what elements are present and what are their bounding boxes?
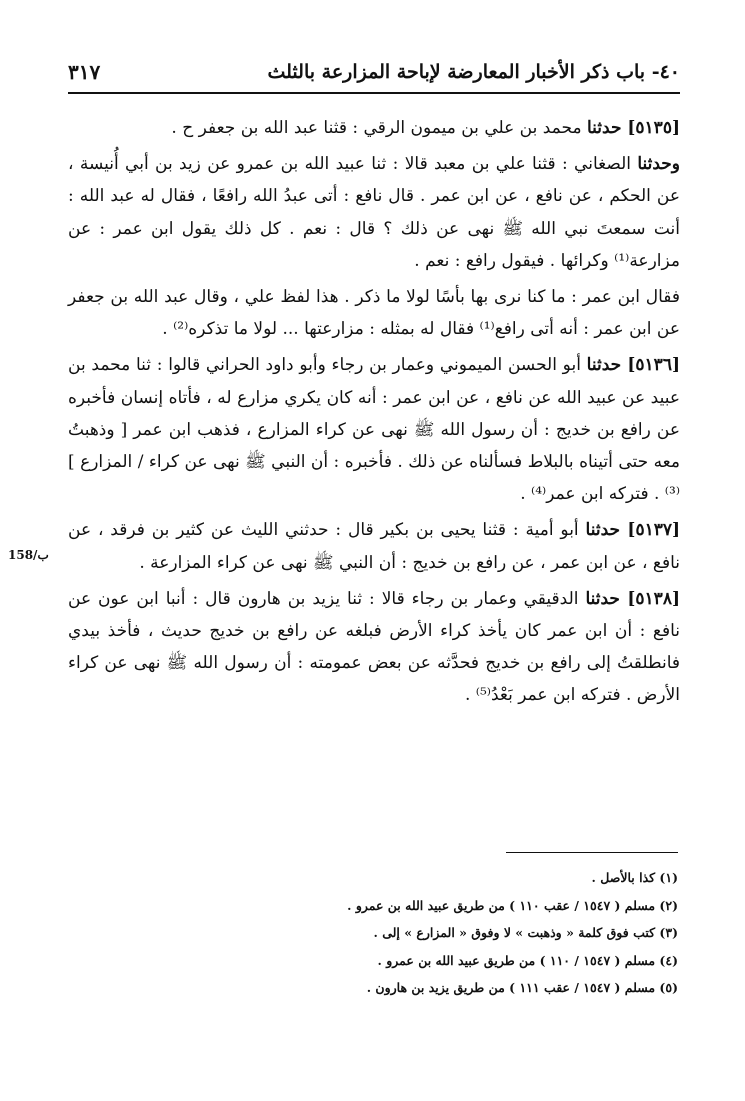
paragraph-text: الصغاني : قثنا علي بن معبد قالا : ثنا عبيد الله بن عمرو عن زيد بن أبي أُنيسة ، عن الحكم ، عن نافع ، عن ابن عمر . قال نافع : أتى عبدُ الله رافعًا ، فقال له عبد الله : أنت سمعتَ نبي الله ﷺ نهى عن ذلك ؟ قال : نعم . كل ذلك يقول ابن عمر : عن مزارعة⁽¹⁾ وكرائها . فيقول رافع : نعم . — [68, 154, 680, 271]
hadith-lead: [٥١٣٦] حدثنا — [586, 355, 680, 376]
running-header — [68, 52, 680, 94]
hadith-lead: [٥١٣٥] حدثنا — [586, 118, 680, 138]
paragraph-text: أبو أمية : قثنا يحيى بن بكير قال : حدثني الليث عن كثير بن فرقد ، عن نافع ، عن ابن عمر ، عن رافع بن خديج : أن النبي ﷺ نهى عن كراء المزارعة . — [68, 520, 680, 573]
hadith-lead: وحدثنا — [637, 154, 680, 175]
hadith-lead: [٥١٣٨] حدثنا — [585, 588, 680, 609]
footnote: (٥) مسلم ( ١٥٤٧ / عقب ١١١ ) من طريق يزيد بن هارون . — [366, 980, 678, 995]
hadith-lead: [٥١٣٧] حدثنا — [585, 520, 681, 541]
footnote: (١) كذا بالأصل . — [591, 870, 678, 885]
paragraph-5135-c — [68, 281, 680, 345]
footnote: (٤) مسلم ( ١٥٤٧ / ١١٠ ) من طريق عبيد الله بن عمرو . — [377, 952, 678, 968]
paragraph-5138 — [68, 583, 680, 712]
chapter-title: ٤٠- باب ذكر الأخبار المعارضة لإباحة المزارعة بالثلث — [267, 61, 680, 83]
paragraph-5135-b — [68, 148, 680, 277]
page-number: ٣١٧ — [68, 60, 101, 84]
footnote: (٣) كتب فوق كلمة « وذهبت » لا وفوق « المزارع » إلى . — [373, 925, 678, 940]
paragraph-text: أبو الحسن الميموني وعمار بن رجاء وأبو داود الحراني قالوا : ثنا محمد بن عبيد عن عبيد الله عن نافع ، عن ابن عمر : أنه كان يكري مزارع له ، فأتاه إنسان فأخبره عن رافع بن خديج : أن رسول الله ﷺ نهى عن كراء المزارع ، فذهب ابن عمر [ وذهبتُ معه حتى أتيناه بالبلاط فسألناه عن ذلك . فأخبره : أن النبي ﷺ نهى عن كراء / المزارع ]⁽³⁾ . فتركه ابن عمر⁽⁴⁾ . — [68, 355, 680, 505]
footnote: (٢) مسلم ( ١٥٤٧ / عقب ١١٠ ) من طريق عبيد الله بن عمرو . — [347, 897, 678, 913]
footnotes — [300, 864, 678, 1002]
paragraph-5135 — [68, 112, 680, 144]
paragraph-text: محمد بن علي بن ميمون الرقي : قثنا عبد الله بن جعفر ح . — [171, 118, 587, 138]
footnote-divider — [506, 852, 678, 853]
paragraph-5136 — [68, 349, 680, 510]
paragraph-5137 — [68, 514, 680, 578]
main-text — [68, 112, 680, 716]
paragraph-text: فقال ابن عمر : ما كنا نرى بها بأسًا لولا ما ذكر . هذا لفظ علي ، وقال عبد الله بن جعفر عن ابن عمر : أنه أتى رافع⁽¹⁾ فقال له بمثله : مزارعتها ... لولا ما تذكره⁽²⁾ . — [68, 287, 680, 340]
manuscript-folio-note: 158/ب — [8, 548, 49, 562]
paragraph-text: الدقيقي وعمار بن رجاء قالا : ثنا يزيد بن هارون قال : أنبا ابن عون عن نافع : أن ابن عمر كان يأخذ كراء الأرض فبلغه عن رافع بن خديج حديث ، فأخذ بيدي فانطلقتُ إلى رافع بن خديج فحدَّثه عن بعض عمومته : أن رسول الله ﷺ نهى عن كراء الأرض . فتركه ابن عمر بَعْدُ⁽⁵⁾ . — [68, 588, 680, 706]
